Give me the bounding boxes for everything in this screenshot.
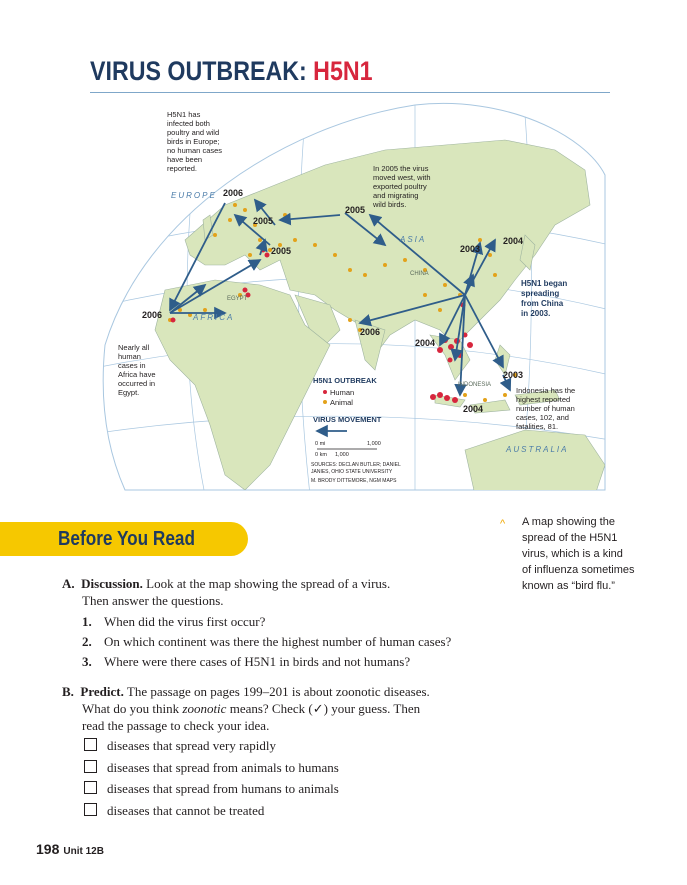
year-indonesia-2004: 2004 [463, 404, 484, 414]
option-2-label: diseases that spread from animals to humans [107, 760, 339, 775]
year-africa-2006: 2006 [142, 310, 163, 320]
question-b-line-1 [62, 683, 430, 700]
year-europe-2005a: 2005 [253, 216, 274, 226]
country-indonesia: INDONESIA [458, 382, 492, 388]
question-a-line-1 [62, 575, 390, 592]
year-europe-2006: 2006 [223, 188, 244, 198]
option-2-checkbox[interactable] [84, 760, 97, 773]
caption-line-5: known as “bird flu.” [522, 580, 615, 592]
svg-text:reported.: reported. [167, 164, 198, 173]
svg-text:moved west, with: moved west, with [373, 173, 431, 182]
sources-line-1: SOURCES: DECLAN BUTLER; DANIEL [311, 462, 401, 468]
caret-up-icon: ^ [500, 518, 506, 530]
year-europe-2005b: 2005 [271, 246, 292, 256]
legend-human: Human [330, 388, 355, 397]
country-china: CHINA [410, 271, 429, 277]
option-4-checkbox[interactable] [84, 803, 97, 816]
question-a-text-1: Look at the map showing the spread of a virus. [142, 576, 391, 591]
caption-line-4: of influenza sometimes [522, 564, 635, 576]
question-b-line-2: What do you think zoonotic means? Check (✓) your guess. Then [82, 701, 421, 716]
svg-text:cases in: cases in [118, 361, 146, 370]
svg-text:number of human: number of human [516, 404, 575, 413]
region-europe: EUROPE [171, 191, 217, 200]
map-svg [85, 95, 610, 495]
svg-text:have been: have been [167, 155, 203, 164]
question-a-item-2: 2. On which continent was there the highest number of human cases? [82, 634, 452, 649]
svg-text:wild birds.: wild birds. [373, 200, 407, 209]
svg-text:birds in Europe;: birds in Europe; [167, 137, 220, 146]
svg-text:H5N1 has: H5N1 has [167, 110, 201, 119]
option-3-checkbox[interactable] [84, 781, 97, 794]
svg-text:infected both: infected both [167, 119, 210, 128]
option-3[interactable] [84, 781, 339, 797]
year-russia-2005: 2005 [345, 205, 366, 215]
svg-text:human: human [118, 352, 141, 361]
year-sea-2004: 2004 [415, 338, 436, 348]
country-egypt: EGYPT [227, 296, 248, 302]
svg-text:and migrating: and migrating [373, 191, 419, 200]
title-rule [90, 92, 610, 93]
option-4-label: diseases that cannot be treated [107, 803, 265, 818]
page-footer [36, 841, 104, 859]
question-b-text-1: The passage on pages 199–201 is about zoonotic diseases. [123, 684, 430, 699]
year-china-2003: 2003 [460, 244, 481, 254]
svg-text:in 2003.: in 2003. [521, 309, 551, 318]
scale-mi-val: 1,000 [367, 441, 381, 447]
section-title: Before You Read [58, 528, 195, 550]
legend-animal-swatch [323, 400, 327, 404]
svg-text:In 2005 the virus: In 2005 the virus [373, 164, 429, 173]
svg-text:poultry and wild: poultry and wild [167, 128, 220, 137]
title-accent: H5N1 [313, 56, 373, 86]
svg-text:no human cases: no human cases [167, 146, 223, 155]
note-europe [167, 110, 222, 173]
scale-mi: 0 mi [315, 441, 326, 447]
legend-title: H5N1 OUTBREAK [313, 376, 377, 385]
option-3-label: diseases that spread from humans to animals [107, 781, 339, 796]
h5n1-map [85, 95, 610, 495]
question-a-item-3: 3. Where were there cases of H5N1 in birds and not humans? [82, 654, 411, 669]
svg-text:cases, 102, and: cases, 102, and [516, 413, 569, 422]
caption-line-3: virus, which is a kind [522, 548, 623, 560]
map-caption [500, 514, 650, 594]
question-b-label: B. [62, 684, 74, 699]
page-number: 198 [36, 841, 60, 857]
region-africa: AFRICA [193, 313, 235, 322]
question-b-line-3: read the passage to check your idea. [82, 718, 270, 733]
svg-text:occurred in: occurred in [118, 379, 156, 388]
question-b-heading: Predict. [80, 684, 124, 699]
svg-text:Indonesia has the: Indonesia has the [516, 386, 576, 395]
question-a-label: A. [62, 576, 75, 591]
option-4[interactable] [84, 803, 264, 819]
year-philippines-2003: 2003 [503, 370, 524, 380]
svg-text:fatalities, 81.: fatalities, 81. [516, 422, 559, 431]
legend-movement: VIRUS MOVEMENT [313, 415, 382, 424]
year-korea-2004: 2004 [503, 236, 524, 246]
sources-line-2: JANIES, OHIO STATE UNIVERSITY [311, 469, 393, 475]
map-credit: M. BRODY DITTEMORE, NGM MAPS [311, 478, 397, 484]
svg-text:from China: from China [521, 299, 564, 308]
caption-line-1: A map showing the [522, 516, 615, 528]
scale-km-val: 1,000 [335, 452, 349, 458]
question-a-heading: Discussion. [81, 576, 143, 591]
year-india-2006: 2006 [360, 327, 381, 337]
region-australia: AUSTRALIA [506, 445, 569, 454]
option-1[interactable] [84, 738, 276, 754]
region-asia: ASIA [400, 235, 427, 244]
question-a-text-2: Then answer the questions. [82, 593, 224, 608]
unit-label: Unit 12B [63, 846, 104, 857]
option-1-checkbox[interactable] [84, 738, 97, 751]
svg-text:spreading: spreading [521, 289, 560, 298]
svg-text:Egypt.: Egypt. [118, 388, 140, 397]
legend-human-swatch [323, 390, 327, 394]
scale-km: 0 km [315, 452, 327, 458]
svg-text:Nearly all: Nearly all [118, 343, 150, 352]
option-1-label: diseases that spread very rapidly [107, 738, 276, 753]
title-main: VIRUS OUTBREAK: [90, 56, 314, 86]
option-2[interactable] [84, 760, 339, 776]
svg-text:highest reported: highest reported [516, 395, 571, 404]
page-title [90, 56, 373, 87]
caption-line-2: spread of the H5N1 [522, 532, 618, 544]
question-a-item-1: 1. When did the virus first occur? [82, 614, 266, 629]
svg-text:Africa have: Africa have [118, 370, 156, 379]
svg-text:H5N1 began: H5N1 began [521, 279, 568, 288]
svg-text:exported poultry: exported poultry [373, 182, 427, 191]
legend-animal: Animal [330, 398, 353, 407]
